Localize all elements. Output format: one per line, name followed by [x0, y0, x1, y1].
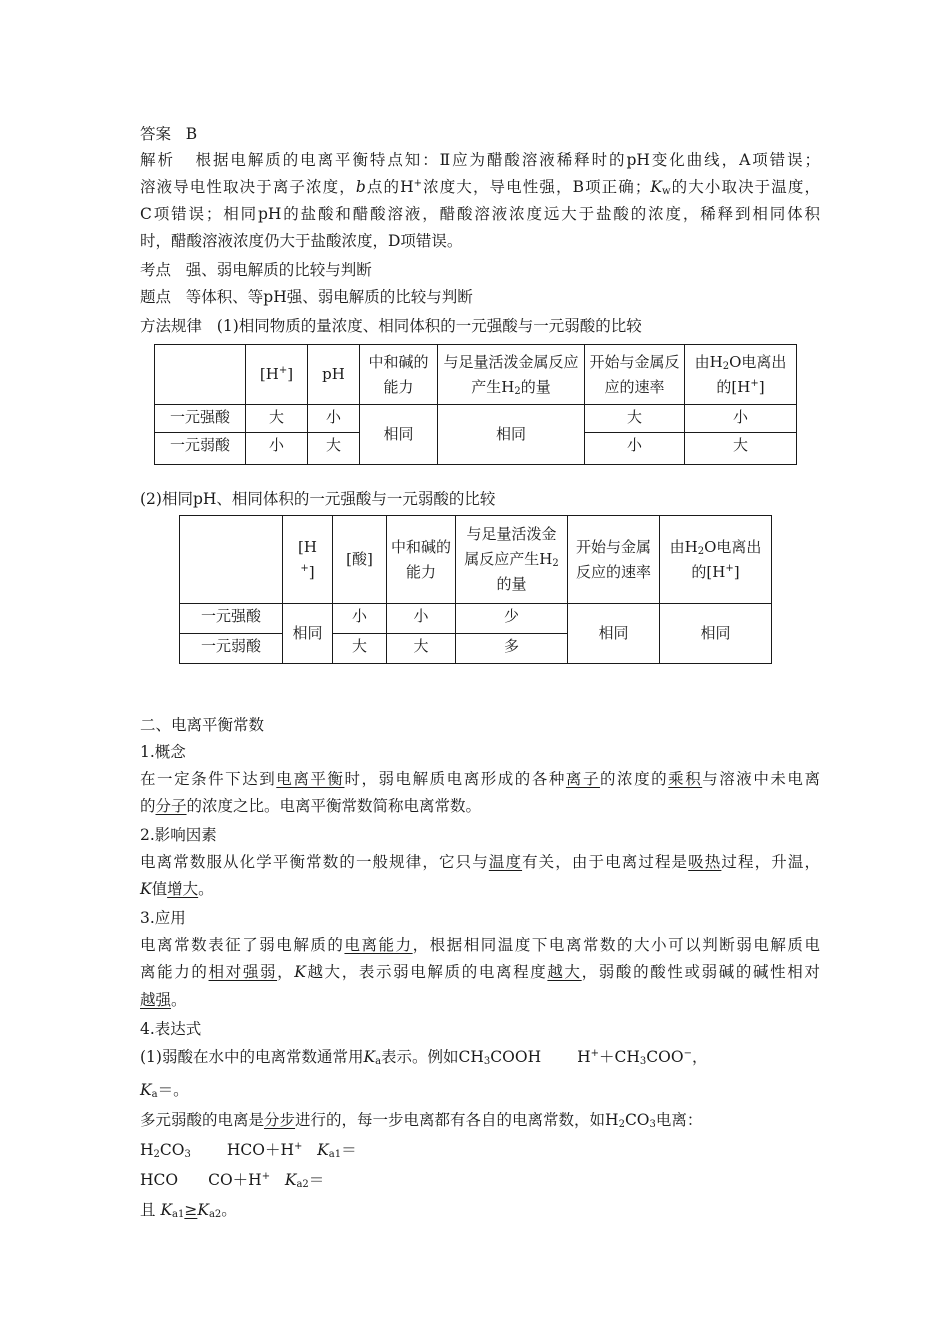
table2-cell-neut: 大: [387, 634, 456, 664]
table1-cell-water: 小: [685, 405, 797, 433]
table2-caption: (2)相同pH、相同体积的一元强酸与一元弱酸的比较: [140, 490, 496, 508]
analysis-kw-sub: w: [661, 186, 671, 197]
analysis-text-2e: 浓度大，导电性强，B项正确；: [422, 178, 651, 196]
factors-line-1: 电离常数服从化学平衡常数的一般规律，它只与温度有关，由于电离过程是吸热过程，升温，: [140, 853, 820, 871]
analysis-line-3: C项错误；相同pH的盐酸和醋酸溶液，醋酸溶液浓度远大于盐酸的浓度，稀释到相同体积: [140, 205, 820, 223]
table1-header-rate: 开始与金属反应的速率: [585, 345, 685, 405]
blank-stepwise: 分步: [264, 1111, 296, 1129]
table1-cell-h: 大: [246, 405, 308, 433]
table1-cell-water: 大: [685, 433, 797, 465]
table2-cell-metal: 多: [456, 634, 568, 664]
table1-cell-ph: 大: [308, 433, 360, 465]
table2-header-acid: [酸]: [333, 516, 387, 604]
analysis-sup-plus: +: [413, 178, 423, 189]
table1-row-name: 一元强酸: [155, 405, 246, 433]
answer-value: B: [185, 125, 198, 143]
blank-increase: 增大: [167, 880, 199, 898]
table1-header-neut: 中和碱的能力: [360, 345, 438, 405]
analysis-text-2h: 的大小取决于温度，: [670, 178, 820, 196]
table1-cell-rate: 小: [585, 433, 685, 465]
blank-ions: 离子: [565, 770, 600, 788]
table2-merged-water: 相同: [660, 604, 772, 664]
ka-expression: $K_a=$。: [140, 1081, 189, 1100]
blank-stronger: 越强: [140, 991, 172, 1009]
tidian-value: 等体积、等pH强、弱电解质的比较与判断: [185, 288, 473, 306]
table2-header-row: [180, 516, 772, 604]
comparison-table-1: [154, 344, 797, 465]
analysis-text-2a: 溶液导电性取决于离子浓度，: [140, 178, 356, 196]
analysis-text-2c: 点的H: [365, 178, 414, 196]
table2-header-neut: 中和碱的能力: [387, 516, 456, 604]
analysis-line-1: [140, 147, 820, 173]
blank-greater: ≥: [184, 1201, 198, 1219]
blank-ionization-equilibrium: 电离平衡: [276, 770, 345, 788]
application-line-1: 电离常数表征了弱电解质的电离能力，根据相同温度下电离常数的大小可以判断弱电解质电: [140, 936, 820, 954]
factors-title: 2.影响因素: [140, 826, 217, 844]
analysis-kw-k: K: [650, 178, 662, 196]
table1-row-name: 一元弱酸: [155, 433, 246, 465]
factors-line-2: K值增大。: [140, 880, 214, 898]
table1-merged-metal: 相同: [438, 405, 585, 465]
blank-ionization-ability: 电离能力: [344, 936, 413, 954]
blank-endothermic: 吸热: [688, 853, 722, 871]
table1-cell-ph: 小: [308, 405, 360, 433]
comparison-table-2: [179, 515, 772, 664]
table2-merged-h: 相同: [283, 604, 333, 664]
table1-corner-cell: [155, 345, 246, 405]
table2-header-h: [H +]: [283, 516, 333, 604]
table2-header-water: 由$H_2O$电离出的[H+]: [660, 516, 772, 604]
table1-header-water: 由$H_2O$电离出的[H+]: [685, 345, 797, 405]
table2-merged-rate: 相同: [568, 604, 660, 664]
table2-cell-acid: 大: [333, 634, 387, 664]
analysis-label: 解析: [140, 151, 175, 169]
table2-header-rate: 开始与金属反应的速率: [568, 516, 660, 604]
kaodian-value: 强、弱电解质的比较与判断: [185, 261, 372, 279]
table1-header-ph: pH: [308, 345, 360, 405]
table2-cell-metal: 少: [456, 604, 568, 634]
equation-step-2: HCO CO＋H+ $K_{a2}=$: [140, 1171, 325, 1190]
table1-header-metal: 与足量活泼金属反应产生$H_2$的量: [438, 345, 585, 405]
answer-label: 答案: [140, 125, 172, 143]
blank-molecules: 分子: [155, 797, 187, 815]
blank-relative-strength: 相对强弱: [208, 963, 278, 981]
concept-line-1: 在一定条件下达到电离平衡时，弱电解质电离形成的各种离子的浓度的乘积与溶液中未电离: [140, 770, 820, 788]
table2-row-name: 一元弱酸: [180, 634, 283, 664]
tidian-label: 题点: [140, 288, 172, 306]
table2-cell-acid: 小: [333, 604, 387, 634]
equation-step-1: $H_2CO_3$ HCO＋H+ $K_{a1}=$: [140, 1141, 357, 1160]
expression-title: 4.表达式: [140, 1020, 202, 1038]
ka-comparison: 且 $K_{a1}\ge K_{a2}$。: [140, 1201, 237, 1220]
analysis-line-4: 时，醋酸溶液浓度仍大于盐酸浓度，D项错误。: [140, 232, 463, 250]
tidian-line: [140, 284, 820, 310]
table2-row-name: 一元强酸: [180, 604, 283, 634]
application-line-2: 离能力的相对强弱，K越大，表示弱电解质的电离程度越大，弱酸的酸性或弱碱的碱性相对: [140, 963, 820, 981]
method-label: 方法规律: [140, 317, 203, 335]
application-title: 3.应用: [140, 909, 186, 927]
kaodian-line: [140, 257, 820, 283]
method-line: [140, 313, 820, 339]
answer-line: [140, 121, 820, 147]
blank-temperature: 温度: [488, 853, 523, 871]
application-line-3: 越强。: [140, 991, 187, 1009]
table2-cell-neut: 小: [387, 604, 456, 634]
blank-larger: 越大: [547, 963, 582, 981]
blank-product: 乘积: [668, 770, 703, 788]
expression-line-1: (1)弱酸在水中的电离常数通常用$K_a$表示。例如$CH_3COOH$ $H^++CH_3COO^-$，: [140, 1048, 708, 1067]
table1-merged-neut: 相同: [360, 405, 438, 465]
concept-title: 1.概念: [140, 743, 186, 761]
table1-cell-rate: 大: [585, 405, 685, 433]
table1-header-row: [155, 345, 797, 405]
kaodian-label: 考点: [140, 261, 172, 279]
table2-header-metal: 与足量活泼金属反应产生$H_2$的量: [456, 516, 568, 604]
table-row: [180, 604, 772, 634]
polyprotic-line: 多元弱酸的电离是分步进行的，每一步电离都有各自的电离常数，如$H_2CO_3$电离：: [140, 1111, 703, 1130]
method-value: (1)相同物质的量浓度、相同体积的一元强酸与一元弱酸的比较: [216, 317, 642, 335]
table-row: [155, 405, 797, 433]
section2-title: 二、电离平衡常数: [140, 716, 265, 734]
concept-line-2: 的分子的浓度之比。电离平衡常数简称电离常数。: [140, 797, 482, 815]
table2-corner-cell: [180, 516, 283, 604]
table1-header-h: [H+]: [246, 345, 308, 405]
table1-cell-h: 小: [246, 433, 308, 465]
analysis-text-1: 根据电解质的电离平衡特点知：Ⅱ应为醋酸溶液稀释时的pH变化曲线，A项错误；: [195, 151, 821, 169]
analysis-line-2: [140, 174, 820, 200]
analysis-point-b: b: [355, 178, 366, 196]
